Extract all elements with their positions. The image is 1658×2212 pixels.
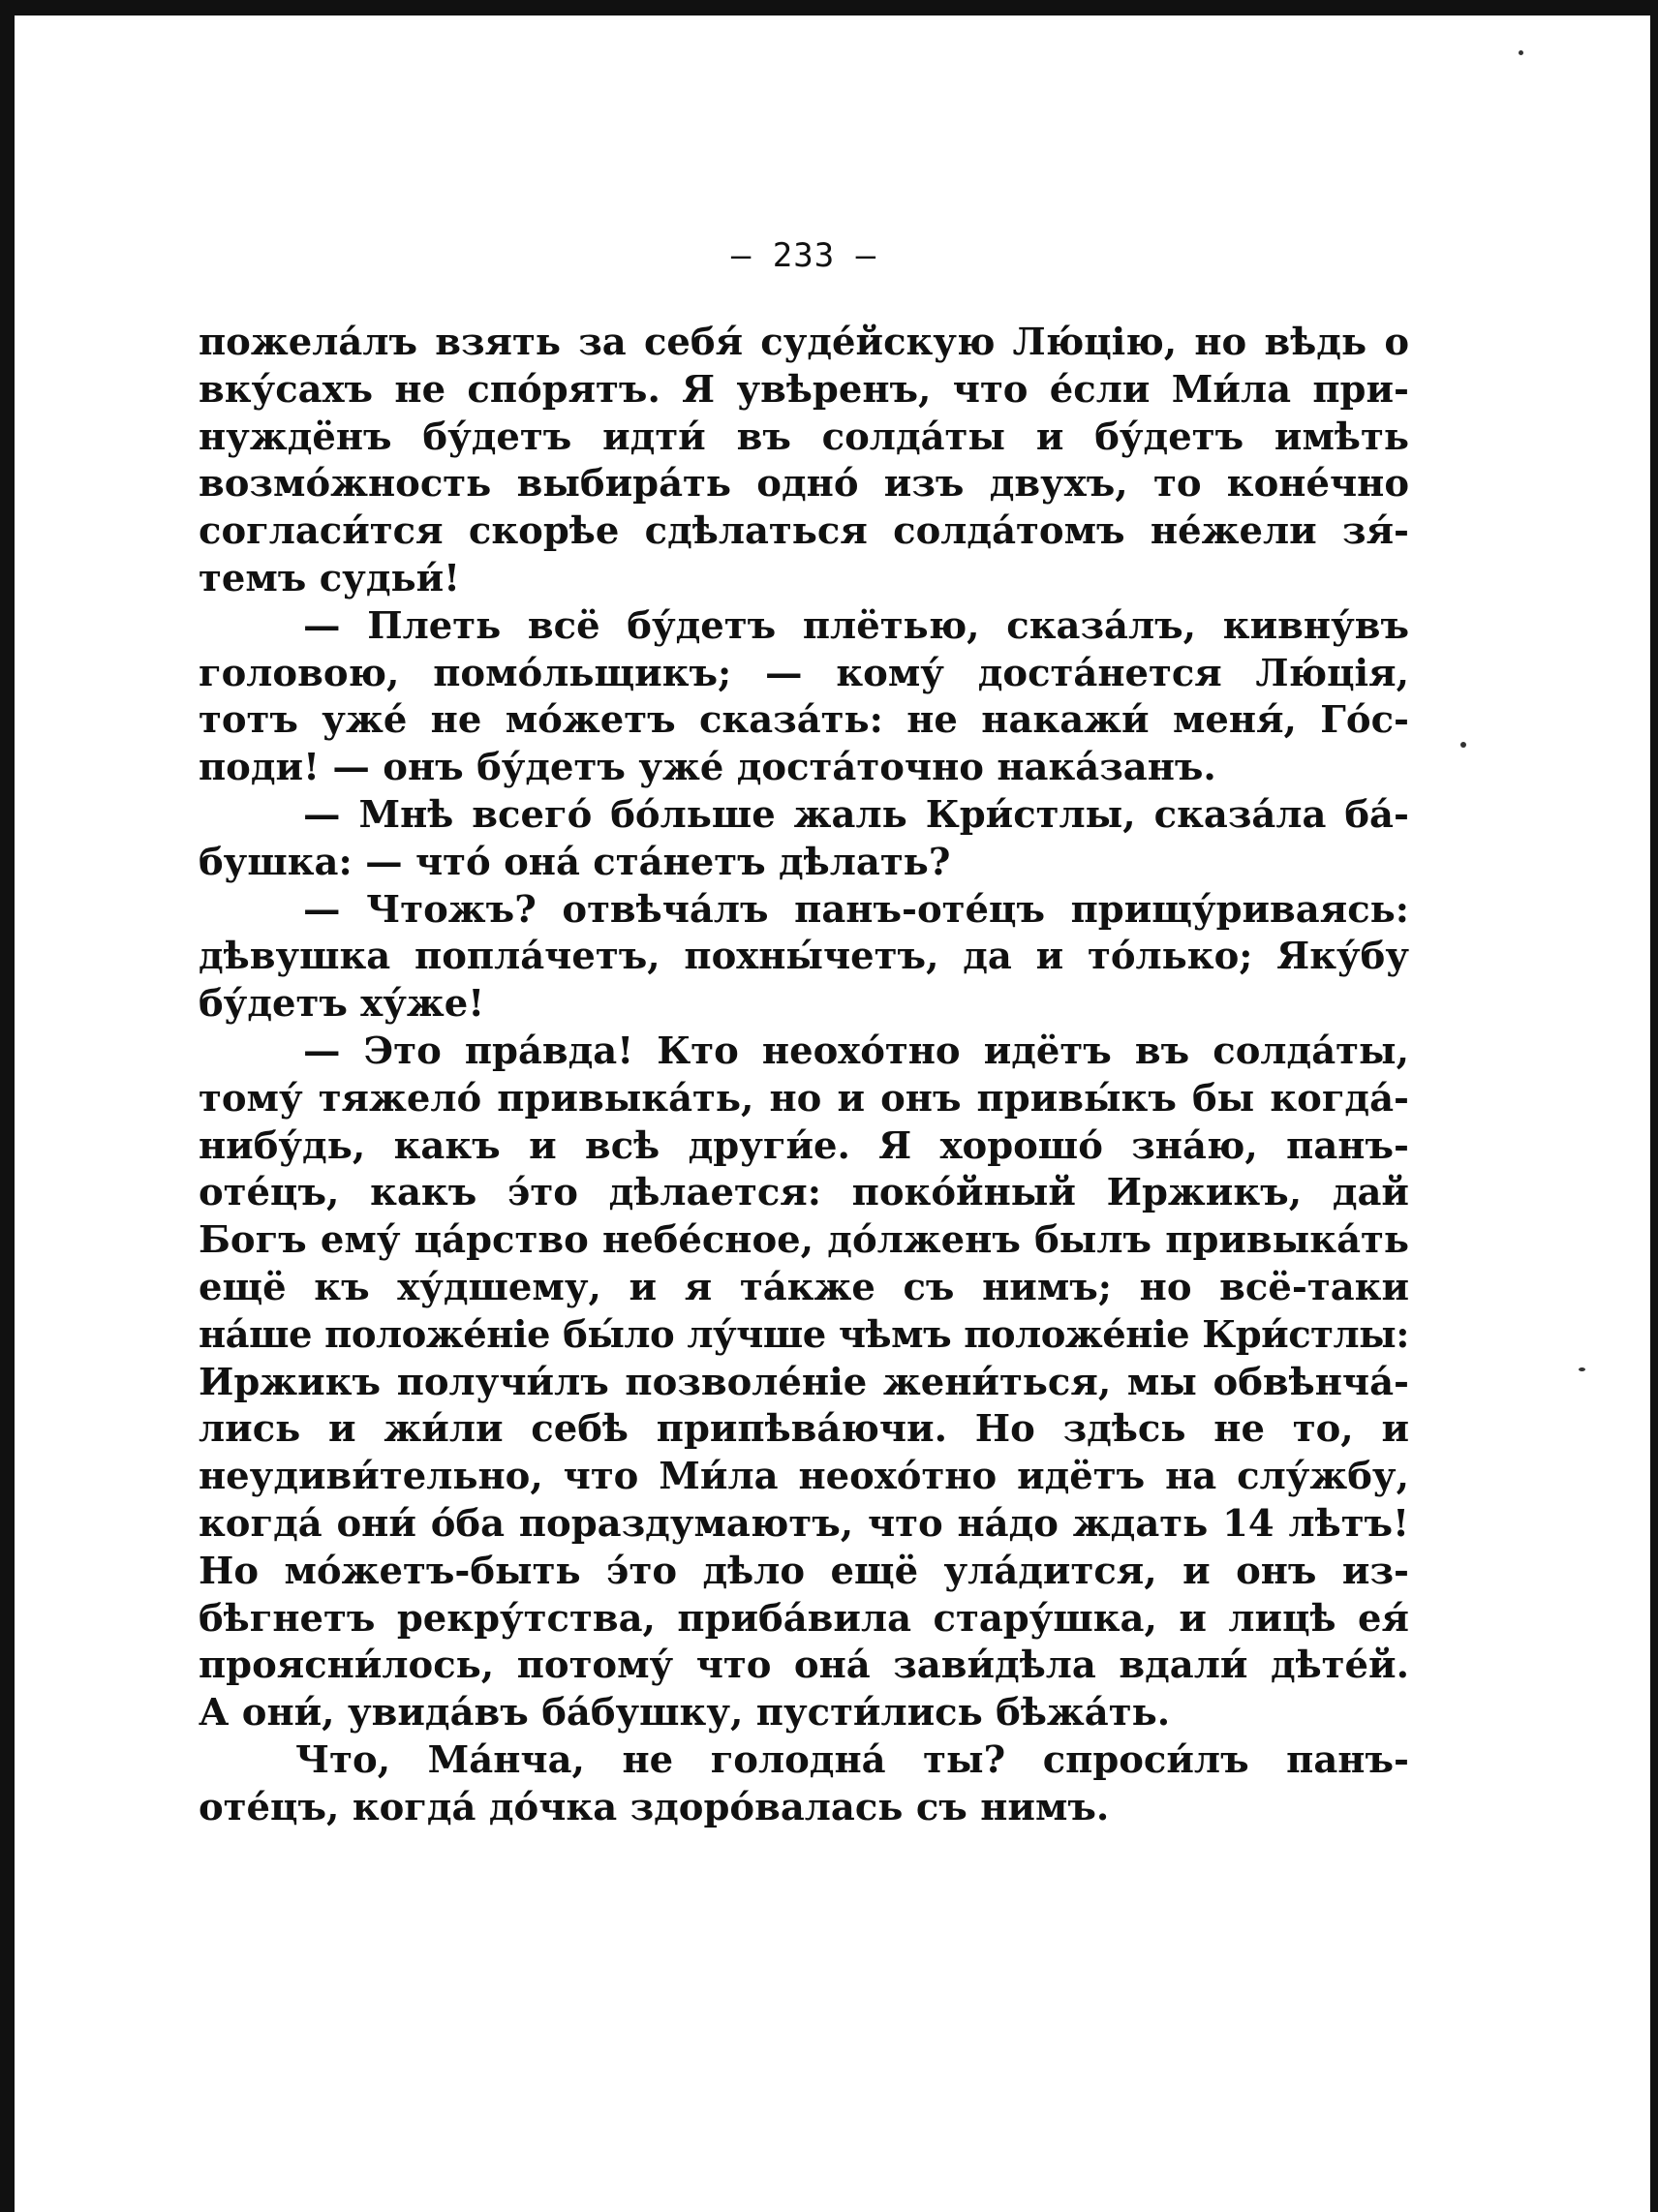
- scan-border-right: [1650, 0, 1658, 2212]
- text-line: тотъ уже́ не мо́жетъ сказа́ть: не накажи́ меня́, Го́с-: [199, 698, 1409, 743]
- text-line: оте́цъ, когда́ до́чка здоро́валась съ нимъ.: [199, 1785, 1110, 1829]
- text-line: на́ше положе́ніе бы́ло лу́чше чѣмъ положе́ніе Кри́стлы:: [199, 1312, 1409, 1357]
- text-line: бѣгнетъ рекру́тства, приба́вила стару́шка, и лицѣ ея́: [199, 1596, 1409, 1641]
- text-line: дѣвушка попла́четъ, похны́четъ, да и то́лько; Яку́бу: [199, 935, 1409, 979]
- text-line: Что, Ма́нча, не голодна́ ты? спроси́лъ панъ-: [295, 1737, 1409, 1782]
- text-line: согласи́тся скорѣе сдѣлаться солда́томъ не́жели зя́-: [199, 509, 1409, 554]
- text-line: Иржикъ получи́лъ позволе́ніе жени́ться, мы обвѣнча́-: [199, 1360, 1409, 1404]
- text-line: возмо́жность выбира́ть одно́ изъ двухъ, то коне́чно: [199, 462, 1409, 507]
- text-line: темъ судьи́!: [199, 556, 461, 600]
- text-line: А они́, увида́въ ба́бушку, пусти́лись бѣжа́ть.: [199, 1691, 1171, 1736]
- text-line: нуждёнъ бу́детъ идти́ въ солда́ты и бу́детъ имѣть: [199, 415, 1409, 459]
- scan-speck: [1460, 742, 1466, 748]
- text-line: ещё къ ху́дшему, и я та́кже съ нимъ; но всё-таки: [199, 1265, 1409, 1309]
- body-text: [199, 320, 1409, 1832]
- scan-speck: [1519, 50, 1523, 55]
- text-line: Но мо́жетъ-быть э́то дѣло ещё ула́дится, и онъ из-: [199, 1549, 1409, 1593]
- text-line: — Чтожъ? отвѣча́лъ панъ-оте́цъ прищу́риваясь:: [303, 887, 1409, 932]
- text-line: бушка: — что́ она́ ста́нетъ дѣлать?: [199, 840, 951, 884]
- text-line: — Плеть всё бу́детъ плётью, сказа́лъ, кивну́въ: [303, 603, 1409, 648]
- text-line: поди! — онъ бу́детъ уже́ доста́точно нака́занъ.: [199, 746, 1216, 790]
- text-line: головою, помо́льщикъ; — кому́ доста́нется Лю́ція,: [199, 651, 1409, 695]
- text-line: тому́ тяжело́ привыка́ть, но и онъ привы́къ бы когда́-: [199, 1076, 1409, 1121]
- scan-border-left: [0, 0, 15, 2212]
- text-line: нибу́дь, какъ и всѣ други́е. Я хорошо́ зна́ю, панъ-: [199, 1123, 1409, 1168]
- text-line: — Мнѣ всего́ бо́льше жаль Кри́стлы, сказа́ла ба́-: [303, 792, 1409, 837]
- text-line: лись и жи́ли себѣ припѣва́ючи. Но здѣсь не то, и: [199, 1407, 1409, 1452]
- text-line: пожела́лъ взять за себя́ суде́йскую Лю́цію, но вѣдь о: [199, 321, 1409, 364]
- text-line: — Это пра́вда! Кто неохо́тно идётъ въ солда́ты,: [303, 1029, 1409, 1073]
- text-line: неудиви́тельно, что Ми́ла неохо́тно идётъ на слу́жбу,: [199, 1455, 1409, 1499]
- page-number: — 233 —: [730, 236, 877, 275]
- text-line: когда́ они́ о́ба пораздумаютъ, что на́до ждать 14 лѣтъ!: [199, 1501, 1409, 1546]
- scan-speck: [1579, 1367, 1585, 1371]
- text-line: вку́сахъ не спо́рятъ. Я увѣренъ, что е́сли Ми́ла при-: [199, 367, 1409, 412]
- text-line: оте́цъ, какъ э́то дѣлается: поко́йный Иржикъ, дай: [199, 1171, 1409, 1215]
- text-line: бу́детъ ху́же!: [199, 982, 485, 1027]
- scan-border-top: [0, 0, 1658, 15]
- text-line: Богъ ему́ ца́рство небе́сное, до́лженъ былъ привыка́ть: [199, 1218, 1409, 1263]
- text-line: проясни́лось, потому́ что она́ зави́дѣла вдали́ дѣте́й.: [199, 1644, 1409, 1688]
